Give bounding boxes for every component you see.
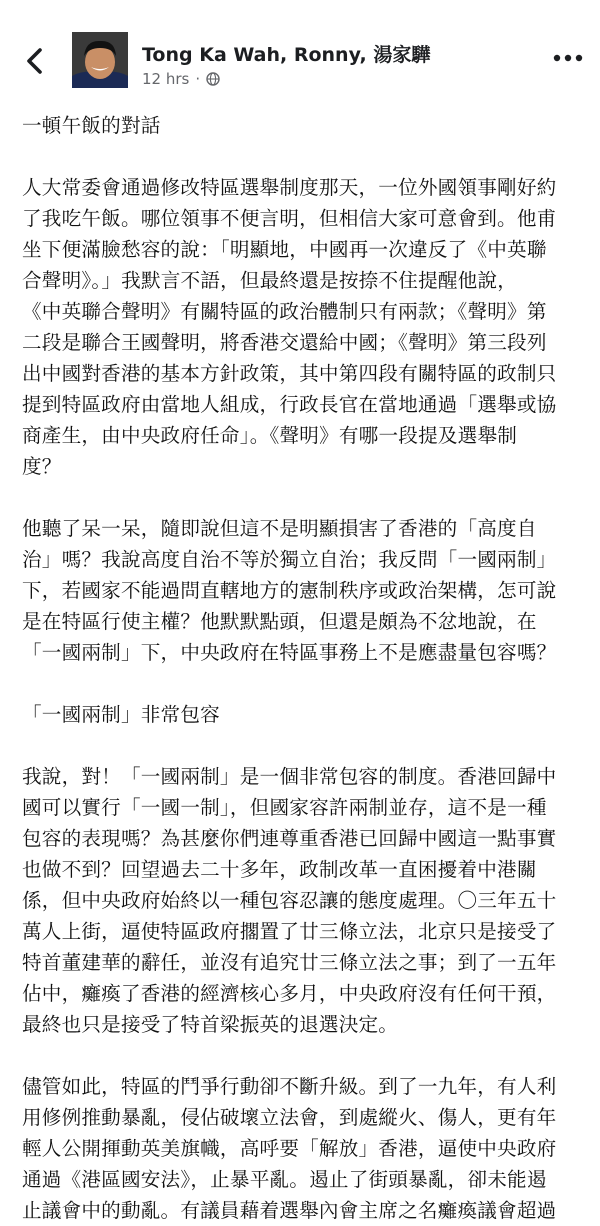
text-line: 我說，對！「一國兩制」是一個非常包容的制度。香港回歸中 bbox=[22, 765, 557, 788]
text-line: 商產生，由中央政府任命」。《聲明》有哪一段提及選舉制 bbox=[22, 424, 518, 447]
text-line: 用修例推動暴亂，侵佔破壞立法會，到處縱火、傷人，更有年 bbox=[22, 1106, 557, 1129]
text-line: 提到特區政府由當地人組成，行政長官在當地通過「選舉或協 bbox=[22, 393, 557, 416]
paragraph-gap bbox=[22, 730, 588, 761]
post-meta bbox=[142, 70, 220, 88]
text-line: 通過《港區國安法》，止暴平亂。遏止了街頭暴亂，卻未能遏 bbox=[22, 1168, 547, 1191]
text-line: 人大常委會通過修改特區選舉制度那天，一位外國領事剛好約 bbox=[22, 176, 557, 199]
text-line: 特首董建華的辭任，並沒有追究廿三條立法之事；到了一五年 bbox=[22, 951, 557, 974]
post-header bbox=[0, 0, 600, 100]
meta-separator: · bbox=[195, 70, 201, 88]
text-line: 了我吃午飯。哪位領事不便言明，但相信大家可意會到。他甫 bbox=[22, 207, 557, 230]
text-line: 出中國對香港的基本方針政策，其中第四段有關特區的政制只 bbox=[22, 362, 557, 385]
text-line: 《中英聯合聲明》有關特區的政治體制只有兩款；《聲明》第 bbox=[22, 300, 547, 323]
text-line: 二段是聯合王國聲明，將香港交還給中國；《聲明》第三段列 bbox=[22, 331, 547, 354]
text-line: 儘管如此，特區的鬥爭行動卻不斷升級。到了一九年，有人利 bbox=[22, 1075, 557, 1098]
paragraph-gap bbox=[22, 1040, 588, 1071]
chevron-left-icon[interactable] bbox=[18, 44, 52, 78]
post-title: 一頓午飯的對話 bbox=[22, 114, 161, 137]
globe-icon bbox=[206, 72, 220, 86]
avatar-photo-icon bbox=[72, 32, 128, 88]
paragraph-gap bbox=[22, 668, 588, 699]
text-line: 坐下便滿臉愁容的說：「明顯地，中國再一次違反了《中英聯 bbox=[22, 238, 547, 261]
post-body bbox=[22, 110, 588, 1222]
text-line: 治」嗎？我說高度自治不等於獨立自治；我反問「一國兩制」 bbox=[22, 548, 557, 571]
post-subheading: 「一國兩制」非常包容 bbox=[22, 703, 220, 726]
text-line: 「一國兩制」下，中央政府在特區事務上不是應盡量包容嗎？ bbox=[22, 641, 557, 664]
text-line: 係，但中央政府始終以一種包容忍讓的態度處理。〇三年五十 bbox=[22, 889, 557, 912]
text-line: 是在特區行使主權？他默默點頭，但還是頗為不忿地說，在 bbox=[22, 610, 537, 633]
avatar[interactable] bbox=[72, 32, 128, 88]
text-line: 下，若國家不能過問直轄地方的憲制秩序或政治架構，怎可說 bbox=[22, 579, 557, 602]
text-line: 度？ bbox=[22, 455, 62, 478]
text-line: 止議會中的動亂。有議員藉着選舉內會主席之名癱瘓議會超過 bbox=[22, 1199, 557, 1222]
text-line: 輕人公開揮動英美旗幟，高呼要「解放」香港，逼使中央政府 bbox=[22, 1137, 557, 1160]
paragraph-gap bbox=[22, 482, 588, 513]
paragraph-gap bbox=[22, 141, 588, 172]
text-line: 萬人上街，逼使特區政府擱置了廿三條立法，北京只是接受了 bbox=[22, 920, 557, 943]
text-line: 合聲明》。」我默言不語，但最終還是按捺不住提醒他說， bbox=[22, 269, 518, 292]
more-horizontal-icon[interactable] bbox=[548, 48, 588, 68]
text-line: 佔中，癱瘓了香港的經濟核心多月，中央政府沒有任何干預， bbox=[22, 982, 557, 1005]
text-line: 也做不到？回望過去二十多年，政制改革一直困擾着中港關 bbox=[22, 858, 537, 881]
text-line: 他聽了呆一呆，隨即說但這不是明顯損害了香港的「高度自 bbox=[22, 517, 537, 540]
text-line: 國可以實行「一國一制」，但國家容許兩制並存，這不是一種 bbox=[22, 796, 547, 819]
post-timestamp[interactable]: 12 hrs bbox=[142, 70, 190, 88]
text-line: 最終也只是接受了特首梁振英的退選決定。 bbox=[22, 1013, 399, 1036]
text-line: 包容的表現嗎？為甚麼你們連尊重香港已回歸中國這一點事實 bbox=[22, 827, 557, 850]
author-name[interactable]: Tong Ka Wah, Ronny, 湯家驊 bbox=[142, 44, 431, 66]
